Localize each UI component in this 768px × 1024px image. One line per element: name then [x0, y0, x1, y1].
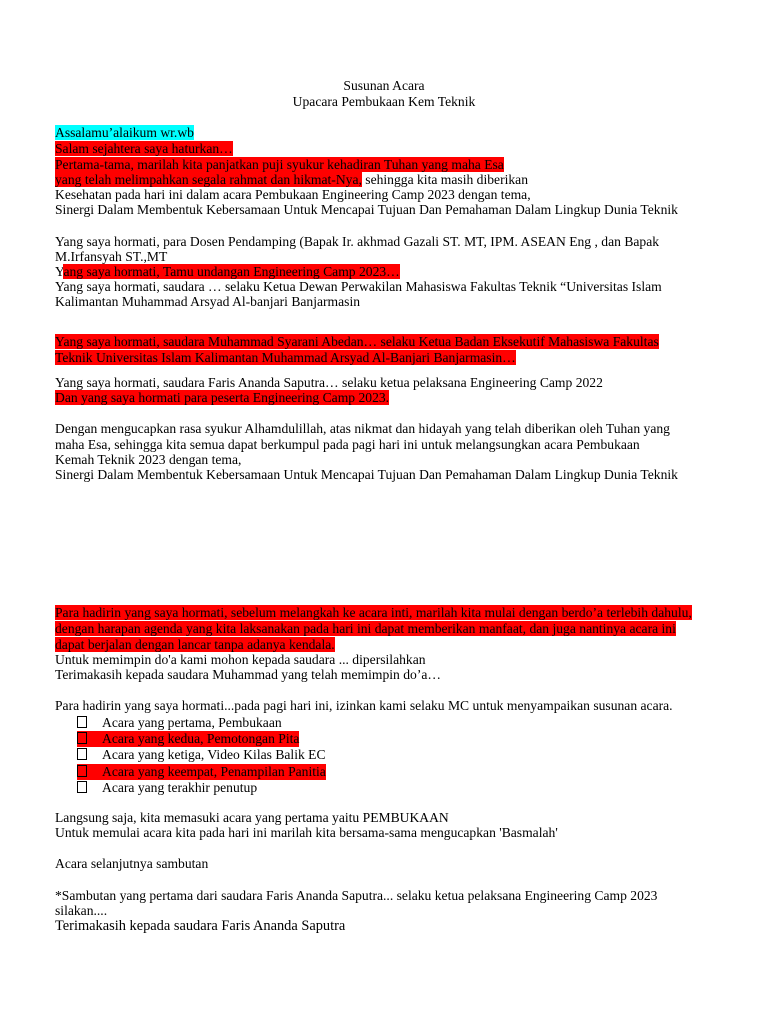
- agenda-item: [77, 747, 326, 763]
- honor-ketua-line: Yang saya hormati, saudara Faris Ananda Saputra… selaku ketua pelaksana Engineering Camp 2022: [55, 375, 603, 390]
- prayer-line-1: Para hadirin yang saya hormati, sebelum melangkah ke acara inti, marilah kita mulai dengan berdo’a terlebih dahulu,: [55, 605, 692, 620]
- doc-subtitle: Upacara Pembukaan Kem Teknik: [292, 94, 476, 109]
- opening-line-2: [55, 172, 528, 188]
- salam-line: Salam sejahtera saya haturkan…: [55, 141, 233, 156]
- honor-bem-line-2: Teknik Universitas Islam Kalimantan Muhammad Arsyad Al-Banjari Banjarmasin…: [55, 350, 516, 365]
- closing-line-5: silakan....: [55, 903, 108, 918]
- honor-bem-line-1: Yang saya hormati, saudara Muhammad Syarani Abedan… selaku Ketua Badan Eksekutif Mahasiswa Fakultas: [55, 334, 659, 349]
- honor-dpm-line-1: Yang saya hormati, saudara … selaku Ketua Dewan Perwakilan Mahasiswa Fakultas Teknik “Universitas Islam: [55, 279, 662, 294]
- agenda-item-label: Acara yang ketiga, Video Kilas Balik EC: [102, 747, 326, 762]
- prayer-line-3: dapat berjalan dengan lancar tanpa adanya kendala.: [55, 637, 335, 652]
- gratitude-theme-line: Sinergi Dalam Membentuk Kebersamaan Untuk Mencapai Tujuan Dan Pemahaman Dalam Lingkup Dunia Teknik: [55, 467, 678, 482]
- bullet-box-icon: [77, 716, 87, 728]
- honor-dpm-line-2: Kalimantan Muhammad Arsyad Al-banjari Banjarmasin: [55, 294, 361, 309]
- agenda-item: [77, 715, 282, 731]
- closing-line-1: Langsung saja, kita memasuki acara yang pertama yaitu PEMBUKAAN: [55, 810, 449, 825]
- bullet-box-icon: [77, 748, 87, 760]
- bullet-box-icon: [77, 781, 87, 793]
- greeting: Assalamu’alaikum wr.wb: [55, 125, 194, 140]
- prayer-line-5: Terimakasih kepada saudara Muhammad yang telah memimpin do’a…: [55, 667, 441, 682]
- closing-line-3: Acara selanjutnya sambutan: [55, 856, 209, 871]
- agenda-item: [77, 780, 257, 796]
- agenda-item-label: Acara yang kedua, Pemotongan Pita: [102, 731, 300, 746]
- opening-line-1: Pertama-tama, marilah kita panjatkan puji syukur kehadiran Tuhan yang maha Esa: [55, 157, 504, 172]
- gratitude-line-2: maha Esa, sehingga kita semua dapat berkumpul pada pagi hari ini untuk melangsungkan acara Pembukaan: [55, 437, 640, 452]
- prayer-line-2: dengan harapan agenda yang kita laksanakan pada hari ini dapat memberikan manfaat, dan juga nantinya acara ini: [55, 621, 676, 636]
- agenda-intro: Para hadirin yang saya hormati...pada pagi hari ini, izinkan kami selaku MC untuk menyampaikan susunan acara.: [55, 698, 673, 713]
- honor-tamu-rest: ang saya hormati, Tamu undangan Engineering Camp 2023…: [63, 264, 400, 279]
- gratitude-line-3: Kemah Teknik 2023 dengan tema,: [55, 452, 242, 467]
- closing-line-4: *Sambutan yang pertama dari saudara Faris Ananda Saputra... selaku ketua pelaksana Engineering Camp 2023: [55, 888, 658, 903]
- agenda-item-label: Acara yang terakhir penutup: [102, 780, 258, 795]
- gratitude-line-1: Dengan mengucapkan rasa syukur Alhamdulillah, atas nikmat dan hidayah yang telah diberikan oleh Tuhan yang: [55, 421, 670, 436]
- theme-line: Sinergi Dalam Membentuk Kebersamaan Untuk Mencapai Tujuan Dan Pemahaman Dalam Lingkup Dunia Teknik: [55, 202, 678, 217]
- honor-dosen-line-1: Yang saya hormati, para Dosen Pendamping (Bapak Ir. akhmad Gazali ST. MT, IPM. ASEAN Eng , dan Bapak: [55, 234, 660, 249]
- opening-line-2-highlight: yang telah melimpahkan segala rahmat dan hikmat-Nya,: [55, 172, 362, 187]
- agenda-item: [77, 731, 299, 747]
- agenda-item: [77, 764, 326, 780]
- doc-title: Susunan Acara: [343, 78, 425, 93]
- closing-line-6: Terimakasih kepada saudara Faris Ananda Saputra: [55, 918, 346, 934]
- bullet-box-icon: [77, 765, 87, 777]
- bullet-box-icon: [77, 732, 87, 744]
- honor-tamu-first: Y: [55, 264, 64, 279]
- agenda-item-label: Acara yang keempat, Penampilan Panitia: [102, 764, 326, 779]
- opening-line-3: Kesehatan pada hari ini dalam acara Pembukaan Engineering Camp 2023 dengan tema,: [55, 187, 531, 202]
- closing-line-2: Untuk memulai acara kita pada hari ini marilah kita bersama-sama mengucapkan 'Basmalah': [55, 825, 558, 840]
- opening-line-2-rest: sehingga kita masih diberikan: [361, 172, 528, 187]
- honor-dosen-line-2: M.Irfansyah ST.,MT: [55, 249, 168, 264]
- agenda-item-label: Acara yang pertama, Pembukaan: [102, 715, 282, 730]
- honor-tamu-line: [55, 264, 400, 280]
- prayer-line-4: Untuk memimpin do'a kami mohon kepada saudara ... dipersilahkan: [55, 652, 426, 667]
- honor-peserta-line: Dan yang saya hormati para peserta Engineering Camp 2023.: [55, 390, 390, 405]
